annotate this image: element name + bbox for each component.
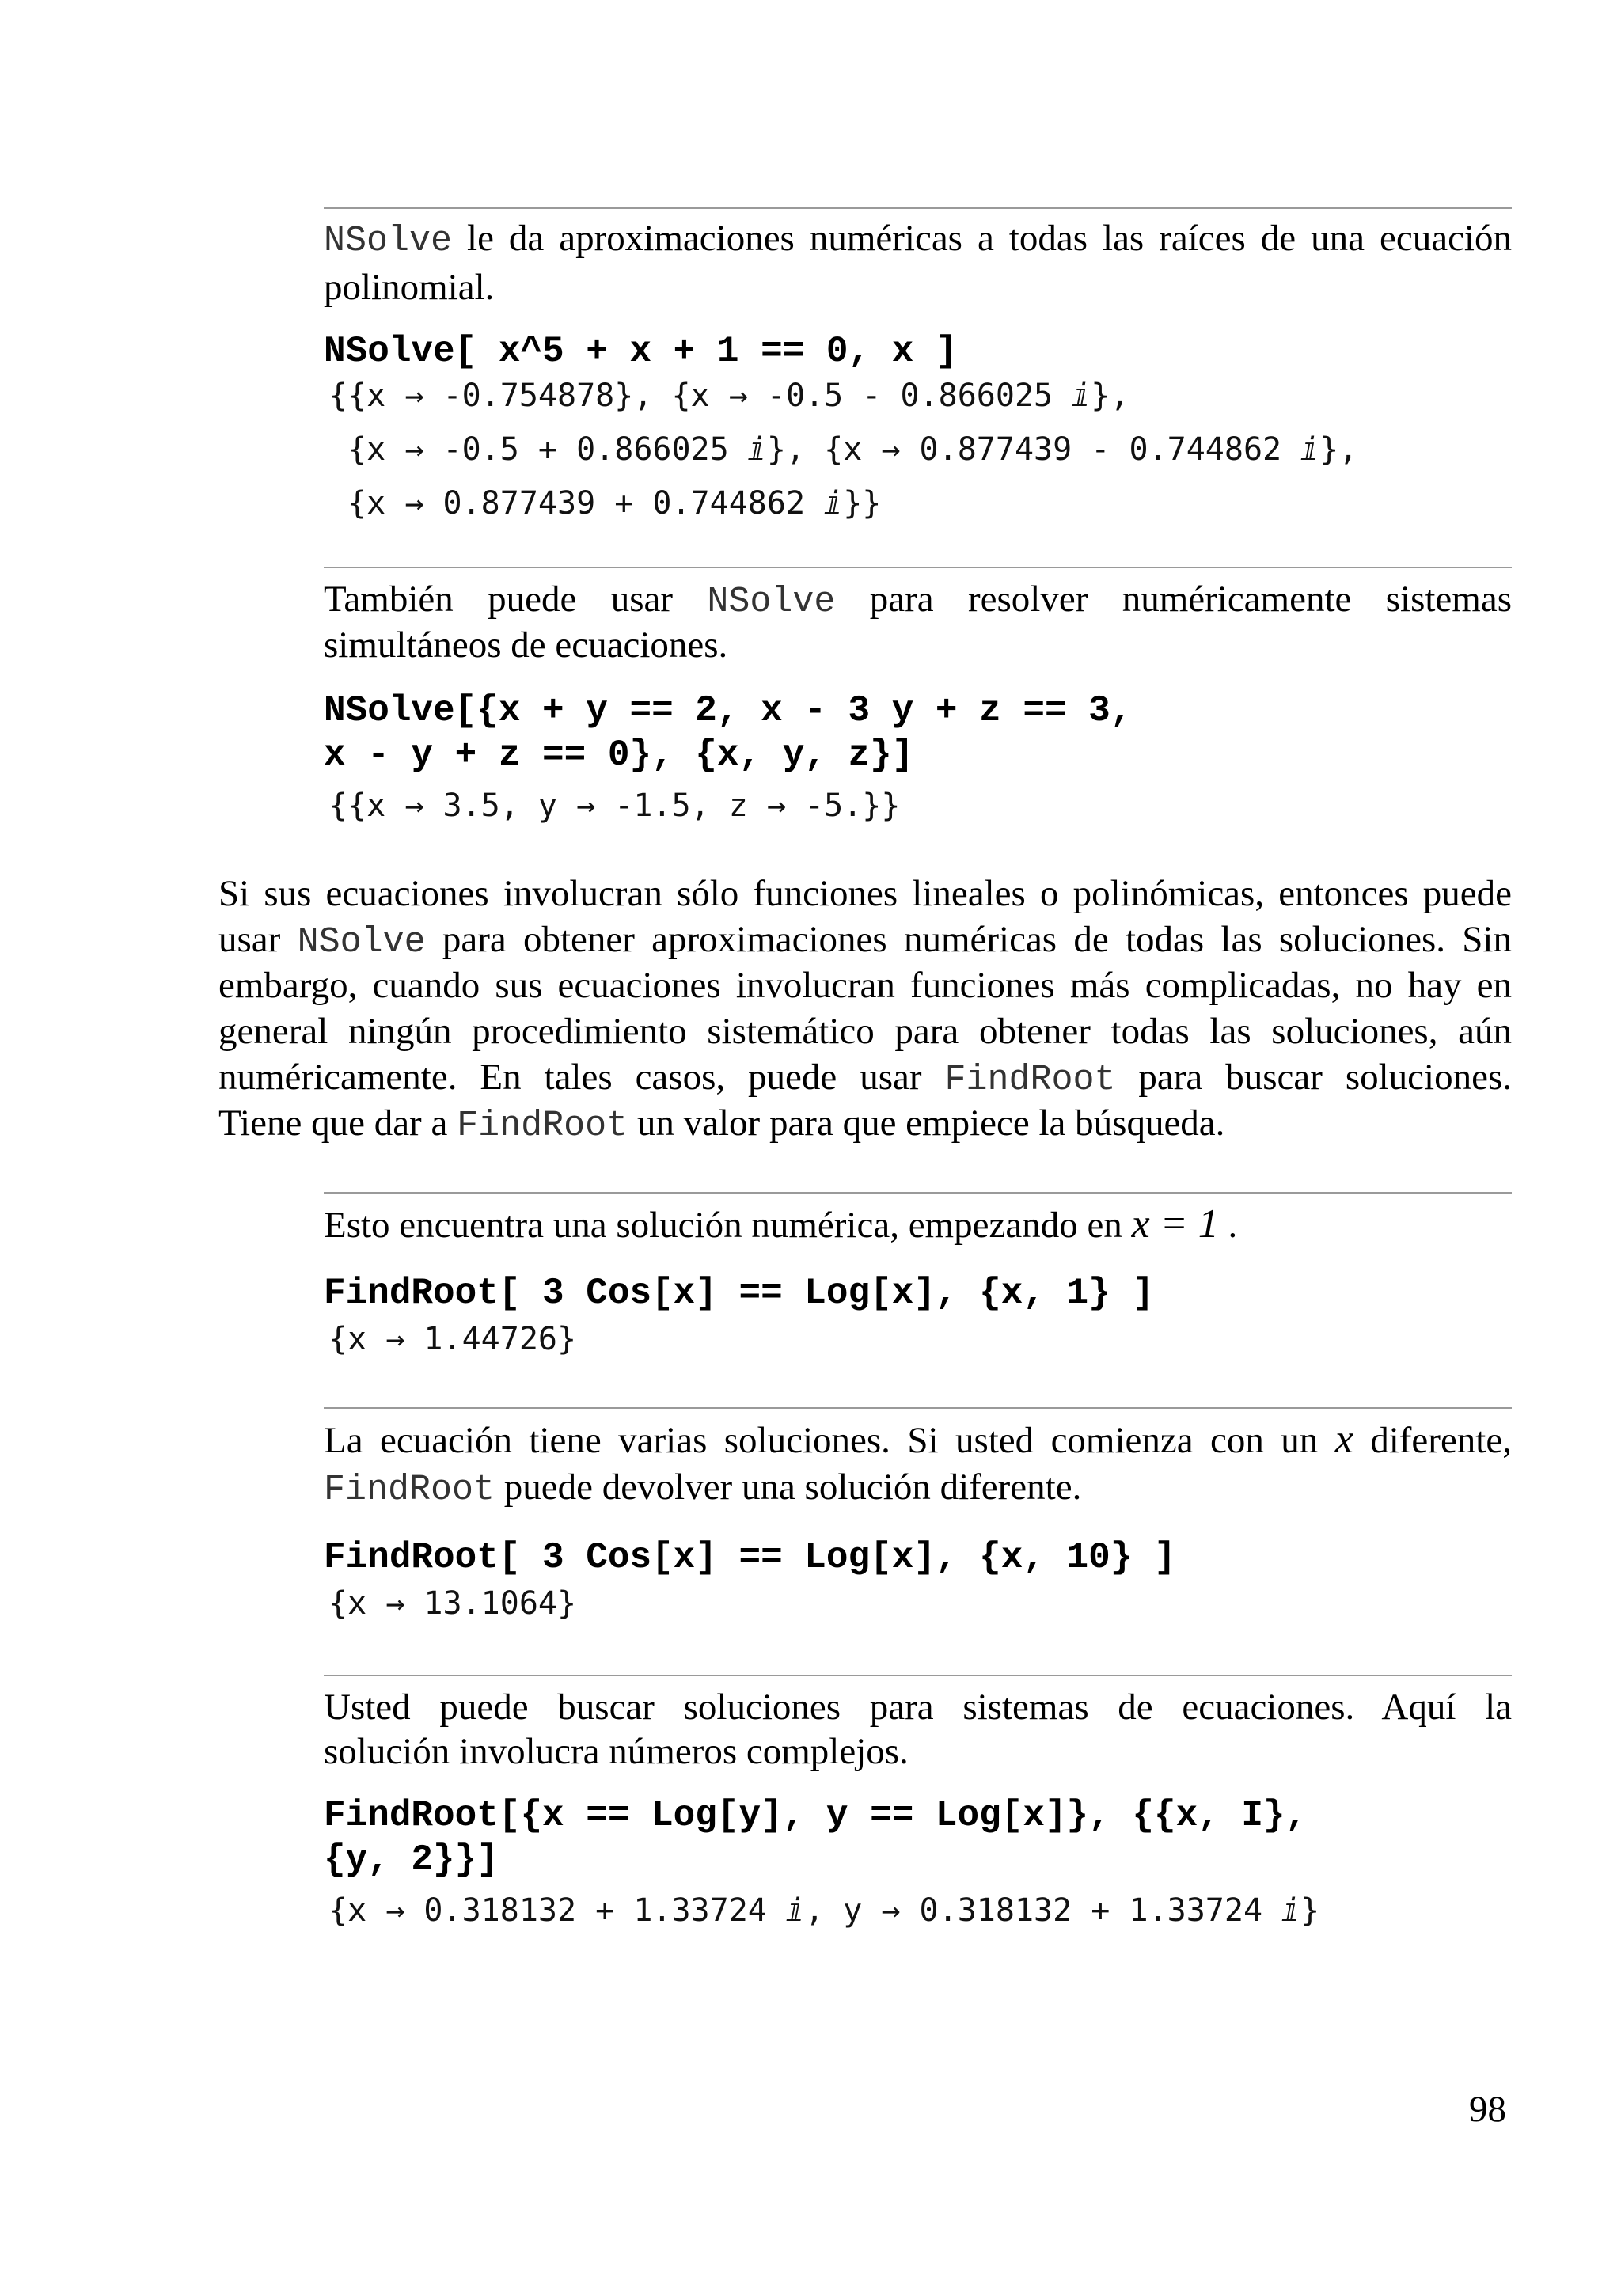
inline-code: FindRoot [457, 1106, 628, 1146]
input-line: x - y + z == 0}, {x, y, z}] [324, 734, 914, 776]
body-line: embargo, cuando sus ecuaciones involucran funciones más complicadas, no hay en [218, 965, 1512, 1006]
math-expression: x [1334, 1417, 1353, 1462]
input-code: NSolve[ x^5 + x + 1 == 0, x ] [324, 331, 958, 372]
cell-divider [324, 1192, 1512, 1194]
inline-code: NSolve [324, 221, 453, 261]
cell-divider [324, 567, 1512, 568]
output-result [328, 1577, 576, 1630]
output-line: {x → 0.318132 + 1.33724 ⅈ, y → 0.318132 + 1.33724 ⅈ} [328, 1892, 1320, 1929]
cell-description: Usted puede buscar soluciones para sistemas de ecuaciones. Aquí la [324, 1687, 1512, 1728]
input-code [324, 689, 1132, 777]
input-line: FindRoot[{x == Log[y], y == Log[x]}, {{x, I}, [324, 1795, 1308, 1836]
cell-description: La ecuación tiene varias soluciones. Si usted comienza con un x diferente, [324, 1417, 1512, 1462]
cell-divider [324, 1675, 1512, 1676]
output-line: {x → 13.1064} [328, 1585, 577, 1622]
output-line: {{x → -0.754878}, {x → -0.5 - 0.866025 ⅈ}, [328, 378, 1129, 414]
body-line: general ningún procedimiento sistemático para obtener todas las soluciones, aún [218, 1011, 1512, 1052]
cell-description-line: solución involucra números complejos. [324, 1731, 909, 1772]
body-line: Si sus ecuaciones involucran sólo funciones lineales o polinómicas, entonces puede [218, 873, 1512, 914]
cell-description: NSolve le da aproximaciones numéricas a todas las raíces de una ecuación polinomial. [324, 218, 1512, 308]
output-result [328, 779, 900, 833]
input-code [324, 1793, 1307, 1882]
output-line: {x → -0.5 + 0.866025 ⅈ}, {x → 0.877439 - 0.744862 ⅈ}, [328, 431, 1358, 468]
inline-code: NSolve [707, 582, 836, 622]
output-result [328, 369, 1357, 530]
inline-code: NSolve [297, 922, 426, 962]
cell-description: Esto encuentra una solución numérica, empezando en x = 1 . [324, 1201, 1238, 1247]
page-number: 98 [1469, 2089, 1506, 2130]
output-line: {x → 1.44726} [328, 1321, 577, 1357]
body-line: usar NSolve para obtener aproximaciones numéricas de todas las soluciones. Sin [218, 919, 1512, 962]
output-result [328, 1884, 1319, 1937]
cell-description: También puede usar NSolve para resolver numéricamente sistemas [324, 579, 1513, 622]
body-line: numéricamente. En tales casos, puede usar FindRoot para buscar soluciones. [218, 1057, 1512, 1100]
output-line: {x → 0.877439 + 0.744862 ⅈ}} [328, 485, 882, 522]
cell-description-line: FindRoot puede devolver una solución diferente. [324, 1467, 1082, 1510]
math-expression: x = 1 [1131, 1201, 1219, 1247]
input-line: {y, 2}}] [324, 1839, 499, 1880]
output-result [328, 1312, 576, 1366]
cell-divider [324, 207, 1512, 209]
body-line: Tiene que dar a FindRoot un valor para que empiece la búsqueda. [218, 1102, 1225, 1146]
cell-description-line: simultáneos de ecuaciones. [324, 624, 728, 666]
input-code: FindRoot[ 3 Cos[x] == Log[x], {x, 1} ] [324, 1273, 1154, 1314]
output-line: {{x → 3.5, y → -1.5, z → -5.}} [328, 787, 901, 824]
inline-code: FindRoot [324, 1470, 495, 1510]
input-line: NSolve[{x + y == 2, x - 3 y + z == 3, [324, 690, 1133, 731]
cell-divider [324, 1407, 1512, 1409]
inline-code: FindRoot [944, 1060, 1116, 1100]
input-code: FindRoot[ 3 Cos[x] == Log[x], {x, 10} ] [324, 1537, 1176, 1578]
